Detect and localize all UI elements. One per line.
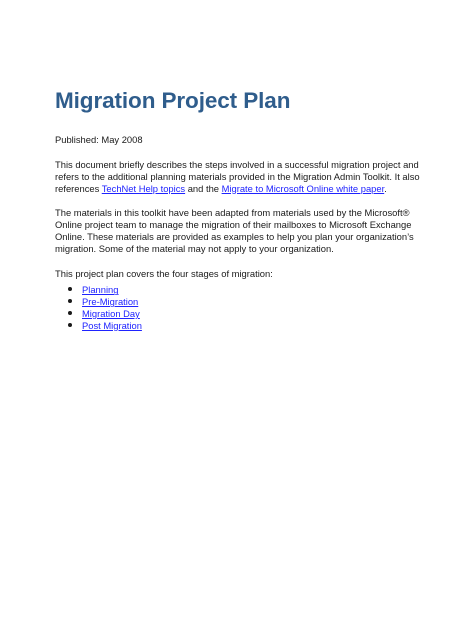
- bullet-icon: [68, 287, 72, 291]
- page-title: Migration Project Plan: [55, 88, 291, 113]
- list-item: [68, 320, 425, 332]
- materials-paragraph: The materials in this toolkit have been adapted from materials used by the Microsoft® Online project team to manage the migration of their mailboxes to Microsoft Exchange Online. These materials are provided as examples to help you plan your organization’s migration. Some of the material may not apply to your organization.: [55, 207, 414, 254]
- bullet-icon: [68, 299, 72, 303]
- technet-help-link[interactable]: TechNet Help topics: [101, 182, 186, 194]
- stages-intro: This project plan covers the four stages of migration:: [55, 267, 273, 279]
- post-migration-link[interactable]: Post Migration: [82, 319, 142, 331]
- pre-migration-link[interactable]: Pre-Migration: [82, 296, 139, 308]
- planning-link[interactable]: Planning: [82, 284, 119, 296]
- intro-text-3: .: [384, 182, 387, 194]
- bullet-icon: [68, 311, 72, 315]
- stages-list: [55, 284, 425, 331]
- list-item: [68, 296, 425, 308]
- bullet-icon: [68, 323, 72, 327]
- list-item: [68, 284, 425, 296]
- intro-text-1: This document briefly describes the steps involved in a successful migration project and refers to the additional planning materials provided in the Migration Admin Toolkit. It also references: [55, 159, 420, 194]
- document-body: [55, 88, 425, 332]
- migration-day-link[interactable]: Migration Day: [82, 307, 140, 319]
- intro-text-2: and the: [185, 182, 222, 194]
- intro-paragraph: [55, 159, 425, 194]
- white-paper-link[interactable]: Migrate to Microsoft Online white paper: [221, 182, 385, 194]
- list-item: [68, 308, 425, 320]
- published-date: Published: May 2008: [55, 134, 143, 145]
